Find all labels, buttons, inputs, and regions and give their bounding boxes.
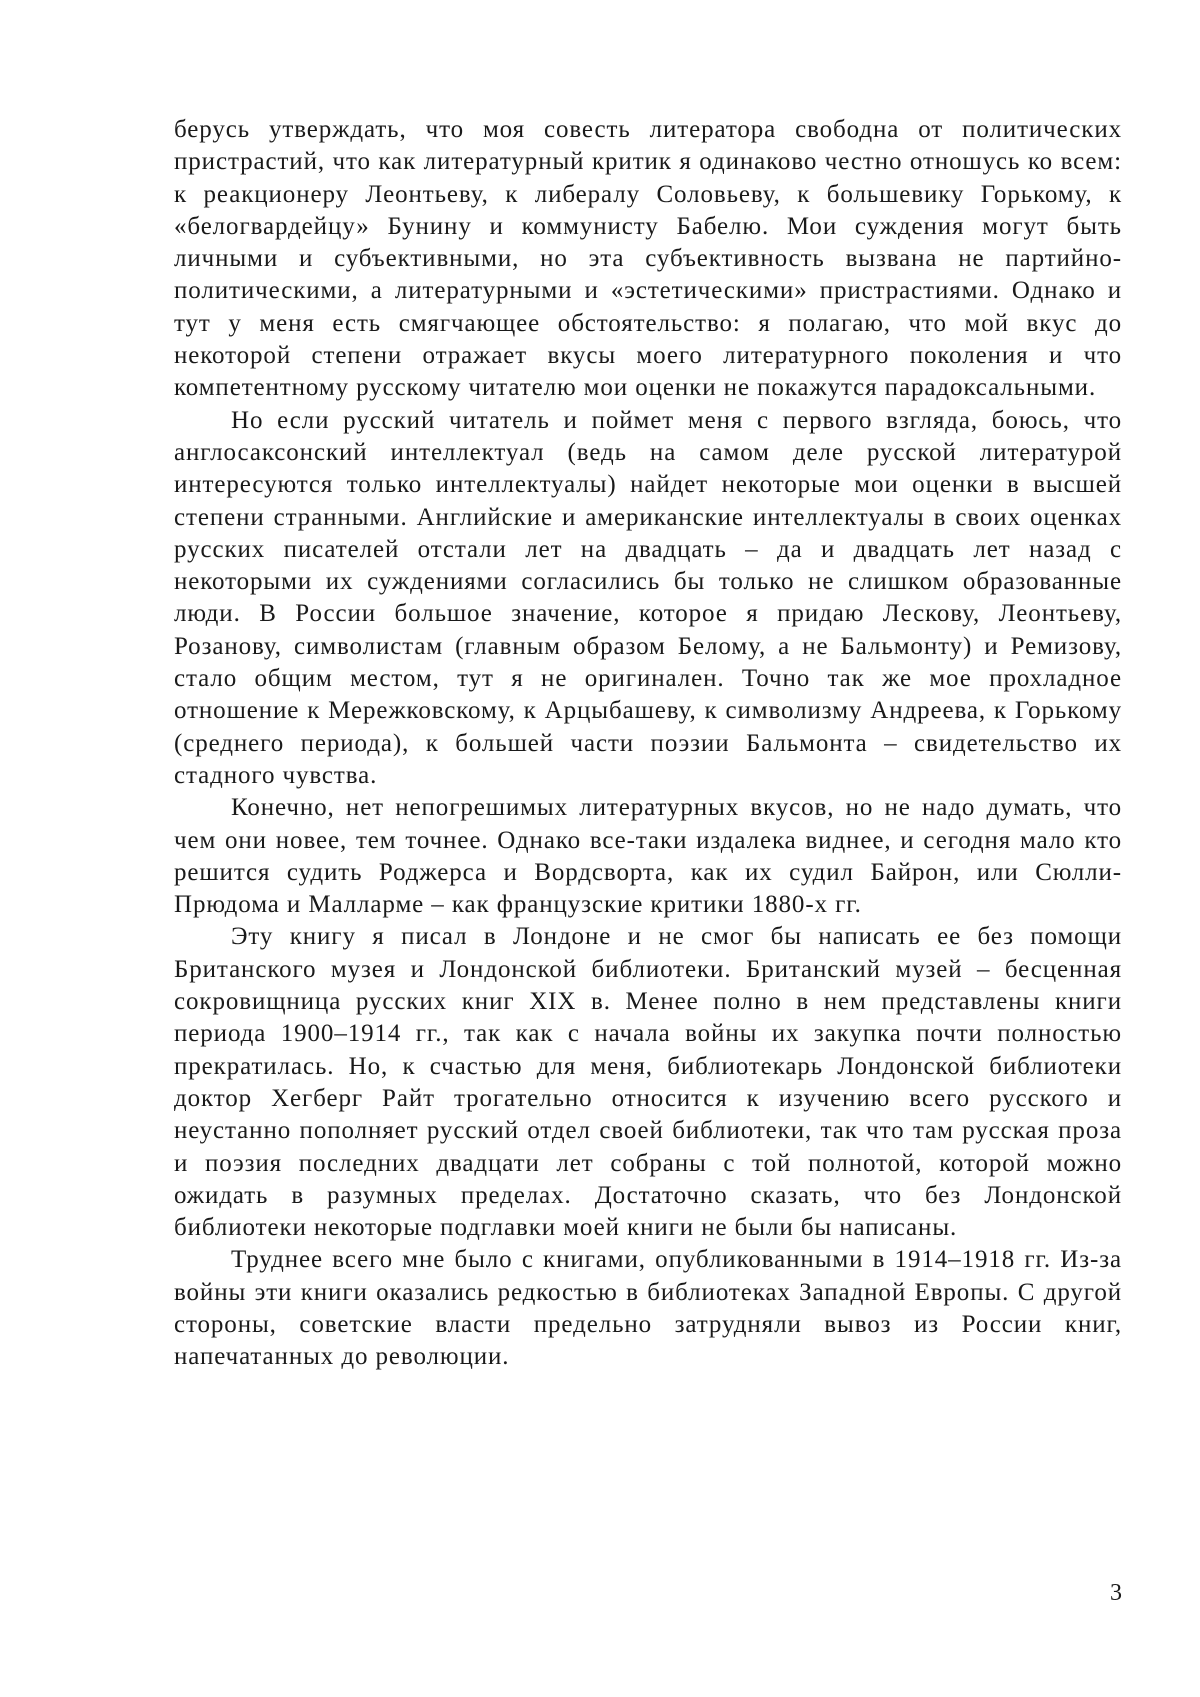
paragraph-5: Труднее всего мне было с книгами, опубликованными в 1914–1918 гг. Из-за войны эти книги оказались редкостью в библиотеках Западной Европы. С другой стороны, советские власти предельно затрудняли вывоз из России книг, напечатанных до революции. (174, 1246, 1122, 1371)
body-text (174, 114, 1122, 1374)
page-number: 3 (1110, 1580, 1122, 1606)
paragraph-1: берусь утверждать, что моя совесть литератора свободна от политических пристрастий, что как литературный критик я одинаково честно отношусь ко всем: к реакционеру Леонтьеву, к либералу Соловьеву, к большевику Горькому, к «белогвардейцу» Бунину и коммунисту Бабелю. Мои суждения могут быть личными и субъективными, но эта субъективность вызвана не партийно-политическими, а литературными и «эстетическими» пристрастиями. Однако и тут у меня есть смягчающее обстоятельство: я полагаю, что мой вкус до некоторой степени отражает вкусы моего литературного поколения и что компетентному русскому читателю мои оценки не покажутся парадоксальными. (174, 116, 1122, 402)
paragraph-3: Конечно, нет непогрешимых литературных вкусов, но не надо думать, что чем они новее, тем точнее. Однако все-таки издалека виднее, и сегодня мало кто решится судить Роджерса и Вордсворта, как их судил Байрон, или Сюлли-Прюдома и Малларме – как французские критики 1880-х гг. (174, 794, 1122, 919)
paragraph-2: Но если русский читатель и поймет меня с первого взгляда, боюсь, что англосаксонский интеллектуал (ведь на самом деле русской литературой интересуются только интеллектуалы) найдет некоторые мои оценки в высшей степени странными. Английские и американские интеллектуалы в своих оценках русских писателей отстали лет на двадцать – да и двадцать лет назад с некоторыми их суждениями согласились бы только не слишком образованные люди. В России большое значение, которое я придаю Лескову, Леонтьеву, Розанову, символистам (главным образом Белому, а не Бальмонту) и Ремизову, стало общим местом, тут я не оригинален. Точно так же мое прохладное отношение к Мережковскому, к Арцыбашеву, к символизму Андреева, к Горькому (среднего периода), к большей части поэзии Бальмонта – свидетельство их стадного чувства. (174, 406, 1122, 789)
paragraph-4: Эту книгу я писал в Лондоне и не смог бы написать ее без помощи Британского музея и Лондонской библиотеки. Британский музей – бесценная сокровищница русских книг XIX в. Менее полно в нем представлены книги периода 1900–1914 гг., так как с начала войны их закупка почти полностью прекратилась. Но, к счастью для меня, библиотекарь Лондонской библиотеки доктор Хегберг Райт трогательно относится к изучению всего русского и неустанно пополняет русский отдел своей библиотеки, так что там русская проза и поэзия последних двадцати лет собраны с той полнотой, которой можно ожидать в разумных пределах. Достаточно сказать, что без Лондонской библиотеки некоторые подглавки моей книги не были бы написаны. (174, 923, 1122, 1242)
